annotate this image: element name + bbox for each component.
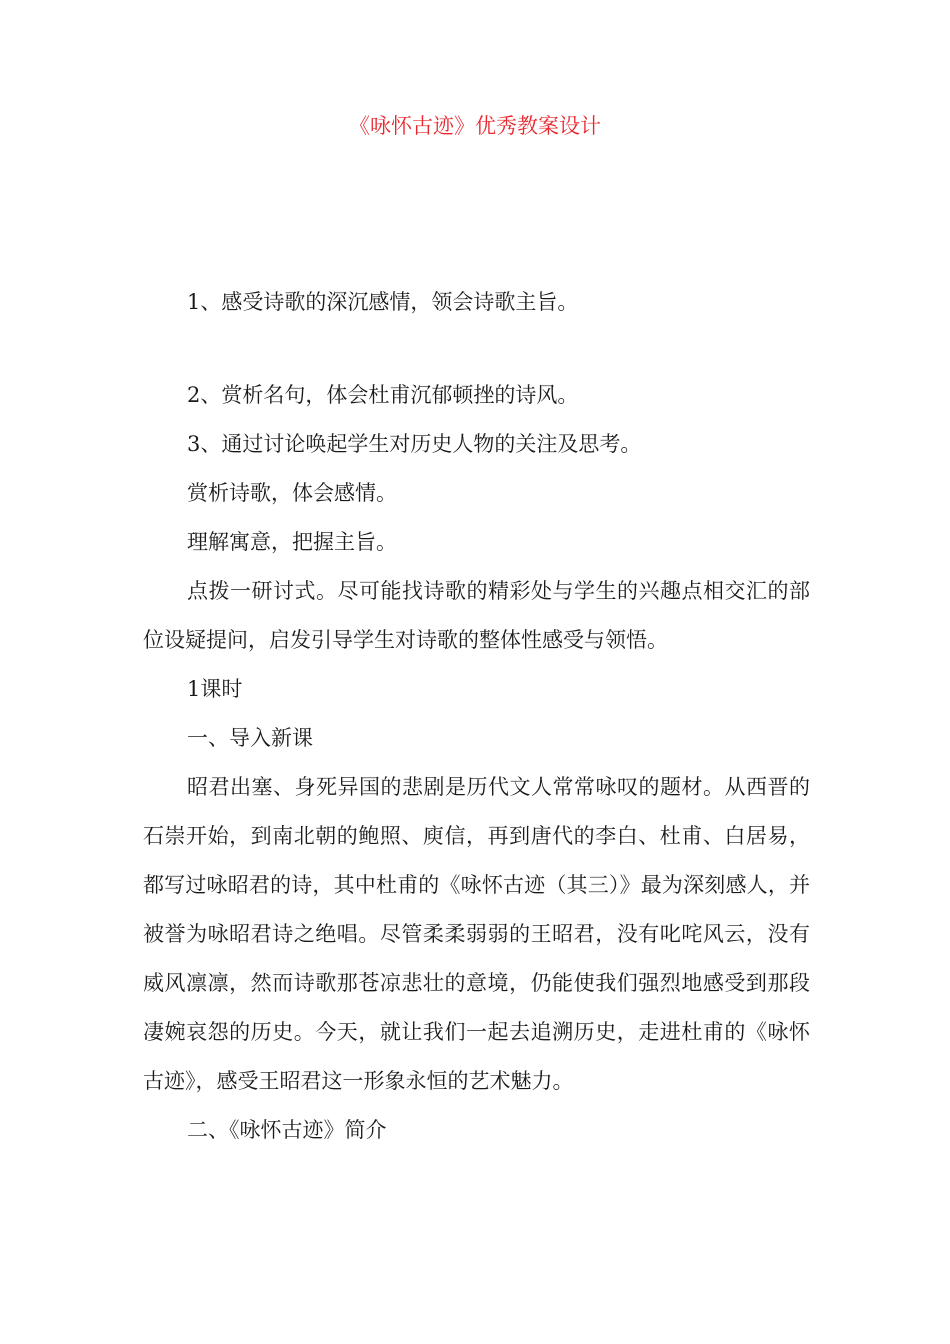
goal-item-2: 2、赏析名句，体会杜甫沉郁顿挫的诗风。 [187,383,579,407]
goal-item-3: 3、通过讨论唤起学生对历史人物的关注及思考。 [187,432,642,456]
key-points: 赏析诗歌，体会感情。 [187,481,397,505]
class-hours: 1课时 [187,677,243,701]
teaching-method: 点拨一研讨式。尽可能找诗歌的精彩处与学生的兴趣点相交汇的部位设疑提问，启发引导学生对诗歌的整体性感受与领悟。 [143,579,810,652]
goal-item-1: 1、感受诗歌的深沉感情，领会诗歌主旨。 [187,290,579,314]
section-1-heading: 一、导入新课 [187,726,313,750]
section-1-text: 昭君出塞、身死异国的悲剧是历代文人常常咏叹的题材。从西晋的石崇开始，到南北朝的鲍照、庾信，再到唐代的李白、杜甫、白居易，都写过咏昭君的诗，其中杜甫的《咏怀古迹（其三）》最为深刻感人，并被誉为咏昭君诗之绝唱。尽管柔柔弱弱的王昭君，没有叱咤风云，没有威风凛凛，然而诗歌那苍凉悲壮的意境，仍能使我们强烈地感受到那段凄婉哀怨的历史。今天，就让我们一起去追溯历史，走进杜甫的《咏怀古迹》，感受王昭君这一形象永恒的艺术魅力。 [143,775,810,1093]
goal-block-1 [143,278,810,327]
section-2-heading: 二、《咏怀古迹》简介 [187,1118,387,1142]
difficult-points: 理解寓意，把握主旨。 [187,530,397,554]
content-block [143,371,810,1155]
document-title: 《咏怀古迹》优秀教案设计 [349,114,601,138]
